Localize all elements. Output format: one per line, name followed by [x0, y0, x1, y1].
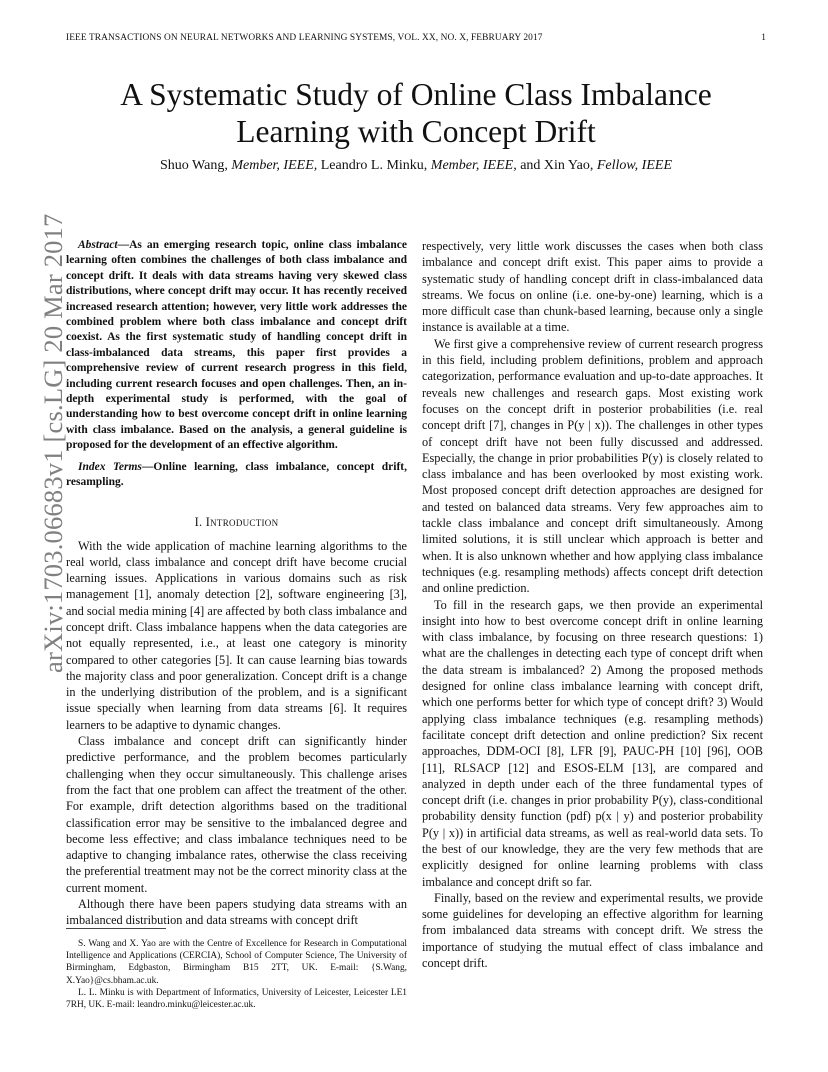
paragraph: We first give a comprehensive review of current research progress in this field, including problem definitions, problem and approach categorization, performance evaluation and up-to-date approaches. It reveals new challenges and research gaps. Most existing work focuses on the concept drift in posterior probabilities (i.e. real concept drift [7], changes in P(y | x)). The challenges in other types of concept drift have not been fully discussed and addressed. Especially, the change in prior probabilities P(y) is closely related to class imbalance and has been overlooked by most existing work. Most proposed concept drift detection approaches are designed for and tested on balanced data streams. Very few approaches aim to tackle class imbalance and concept drift simultaneously. Among limited solutions, it is still unclear which approach is better and when. It is also unknown whether and how applying class imbalance techniques (e.g. resampling methods) affects concept drift detection and online prediction. — [422, 336, 763, 596]
paper-title: A Systematic Study of Online Class Imbalance Learning with Concept Drift — [120, 77, 712, 149]
author-shuo-wang: Shuo Wang, Member, IEEE, — [159, 158, 318, 173]
paragraph: With the wide application of machine learning algorithms to the real world, class imbalance and concept drift have become crucial learning issues. Applications in various domains such as risk management [1], anomaly detection [2], software engineering [3], and social media mining [4] are affected by both class imbalance and concept drift. Class imbalance happens when the data categories are not equally represented, i.e., at least one category is minority compared to other categories [5]. It can cause learning bias towards the majority class and poor generalization. Concept drift is a change in the underlying distribution of the problem, and is a significant issue specially when learning from data streams [6]. It requires learners to be adaptive to dynamic changes. — [66, 538, 407, 732]
arxiv-identifier[interactable]: arXiv:1703.06683v1 [cs.LG] 20 Mar 2017 — [38, 213, 68, 673]
index-terms — [66, 460, 407, 491]
author-list — [66, 158, 766, 174]
footnote: L. L. Minku is with Department of Informatics, University of Leicester, Leicester LE1 7RH, UK. E-mail: leandro.minku@leicester.ac.uk. — [66, 987, 407, 1011]
page-number: 1 — [761, 33, 766, 43]
footnotes — [66, 938, 407, 1011]
section-heading — [66, 515, 407, 530]
left-column — [66, 238, 407, 929]
abstract-text: —As an emerging research topic, online class imbalance learning often combines the challenges of both class imbalance and concept drift. It deals with data streams having very skewed class distributions, where concept drift may occur. It has recently received increased research attention; however, very little work addresses the combined problem where both class imbalance and concept drift coexist. As the first systematic study of handling concept drift in class-imbalanced data streams, this paper first provides a comprehensive review of current research progress in this field, including current research focuses and open challenges. Then, an in-depth experimental study is performed, with the goal of understanding how to best overcome concept drift in online learning with class imbalance. Based on the analysis, a general guideline is proposed for the development of an effective algorithm. — [66, 239, 407, 452]
paragraph: Although there have been papers studying data streams with an imbalanced distribution and data streams with concept drift — [66, 897, 407, 928]
index-terms-text: —Online learning, class imbalance, concept drift, resampling. — [66, 460, 407, 489]
author-xin-yao: and Xin Yao, Fellow, IEEE — [520, 158, 672, 173]
author-leandro-minku: Leandro L. Minku, Member, IEEE, — [320, 158, 517, 173]
paragraph: Class imbalance and concept drift can significantly hinder predictive performance, and the problem becomes particularly challenging when they occur simultaneously. This challenge arises from the fact that one problem can affect the treatment of the other. For example, drift detection algorithms based on the traditional classification error may be sensitive to the imbalanced degree and become less effective; and class imbalance techniques need to be adaptive to changing imbalance rates, otherwise the class receiving the preferential treatment may not be the correct minority class at the current moment. — [66, 734, 407, 895]
footnote-rule — [66, 928, 166, 929]
right-column — [422, 238, 763, 971]
abstract — [66, 238, 407, 454]
section-number: I. — [194, 514, 203, 529]
index-terms-label: Index Terms — [78, 460, 142, 473]
paragraph: Finally, based on the review and experimental results, we provide some guidelines for developing an effective algorithm for learning from imbalanced data streams with concept drift. We stress the importance of studying the mutual effect of class imbalance and concept drift. — [422, 890, 763, 971]
section-title: Introduction — [205, 514, 279, 529]
abstract-label: Abstract — [78, 239, 118, 251]
running-header — [66, 33, 766, 43]
journal-name: IEEE TRANSACTIONS ON NEURAL NETWORKS AND LEARNING SYSTEMS, VOL. XX, NO. X, FEBRUARY 2017 — [66, 33, 543, 43]
footnote: S. Wang and X. Yao are with the Centre of Excellence for Research in Computational Intelligence and Applications (CERCIA), School of Computer Science, The University of Birmingham, Edgbaston, Birmingham B15 2TT, UK. E-mail: {S.Wang, X.Yao}@cs.bham.ac.uk. — [66, 939, 407, 986]
paragraph: respectively, very little work discusses the cases when both class imbalance and concept drift exist. This paper aims to provide a systematic study of handling concept drift in class-imbalanced data streams. We focus on online (i.e. one-by-one) learning, which is a more difficult case than chunk-based learning, because only a single instance is available at a time. — [422, 239, 763, 335]
paragraph: To fill in the research gaps, we then provide an experimental insight into how to best overcome concept drift in online learning with class imbalance, by focusing on three research questions: 1) what are the challenges in detecting each type of concept drift when the data stream is imbalanced? 2) Among the proposed methods designed for online class imbalance learning with concept drift, which one performs better for which type of concept drift? 3) Would applying class imbalance techniques (e.g. resampling methods) facilitate concept drift detection and online prediction? Six recent approaches, DDM-OCI [8], LFR [9], PAUC-PH [10] [96], OOB [11], RLSACP [12] and ESOS-ELM [13], are compared and analyzed in depth under each of the three fundamental types of concept drift (i.e. changes in prior probability P(y), class-conditional probability density function (pdf) p(x | y) and posterior probability P(y | x)) in artificial data streams, as well as real-world data sets. To the best of our knowledge, they are the very few methods that are explicitly designed for online learning problems with class imbalance and concept drift so far. — [422, 597, 763, 889]
left-body — [66, 538, 407, 929]
